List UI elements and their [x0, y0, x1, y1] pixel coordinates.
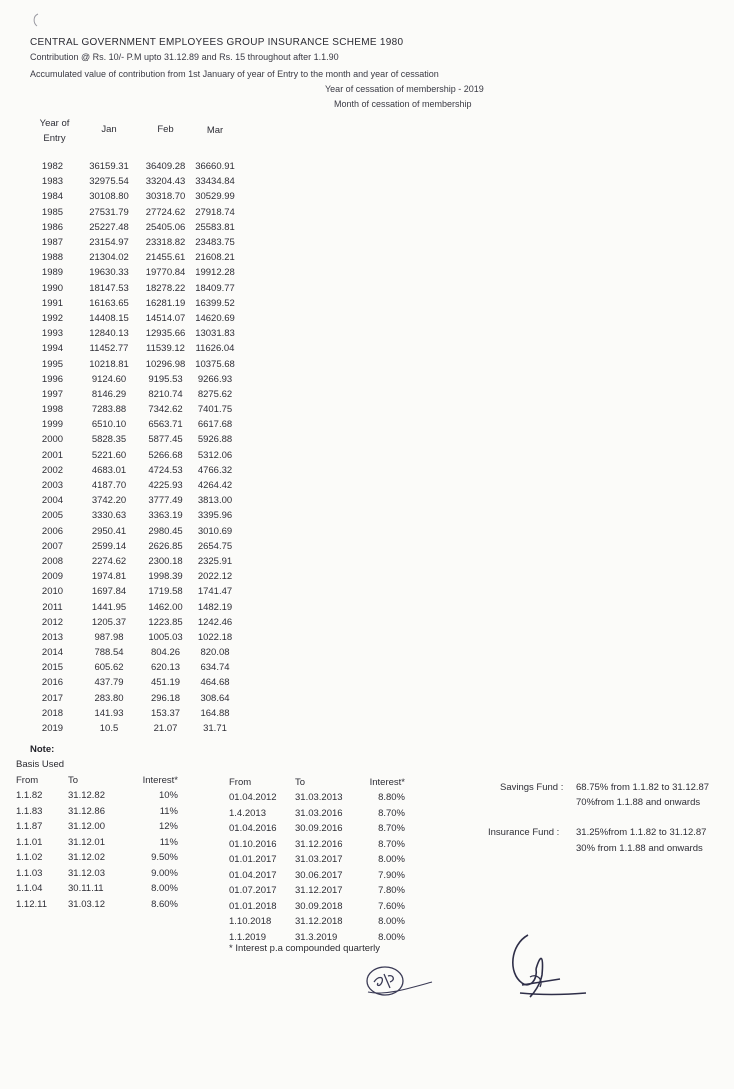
cell-jan: 437.79: [94, 677, 124, 689]
basis-to-cell: 31.03.2016: [295, 807, 343, 819]
cell-year: 1986: [41, 221, 64, 233]
table-row: [28, 281, 240, 296]
cell-year: 1997: [41, 388, 64, 400]
basis-to-cell: 31.12.2018: [295, 916, 343, 928]
cell-year: 2006: [41, 525, 64, 537]
cell-mar: 30529.99: [195, 191, 235, 203]
cell-jan: 4683.01: [91, 464, 127, 476]
cell-jan: 788.54: [94, 647, 124, 659]
basis-right-row: [229, 914, 405, 930]
cell-mar: 464.68: [200, 677, 230, 689]
basis-left-row: [16, 850, 178, 866]
basis-right-row: [229, 868, 405, 884]
cell-year: 2010: [41, 586, 64, 598]
cell-year: 1994: [41, 343, 64, 355]
basis-to-cell: 31.3.2019: [295, 931, 338, 943]
cell-jan: 12840.13: [89, 328, 129, 340]
table-row: [28, 493, 240, 508]
cell-year: 1991: [41, 297, 64, 309]
cell-feb: 4225.93: [148, 480, 183, 492]
cell-jan: 18147.53: [89, 282, 129, 294]
cell-jan: 987.98: [94, 631, 124, 643]
note-title: Note:: [30, 744, 55, 755]
basis-from-cell: 01.04.2016: [229, 823, 277, 835]
table-row: [28, 645, 240, 660]
cell-mar: 36660.91: [195, 161, 235, 173]
basis-interest-cell: 8.60%: [151, 898, 178, 910]
cell-feb: 16281.19: [145, 297, 186, 309]
cell-jan: 1697.84: [91, 586, 127, 598]
basis-to-cell: 30.11.11: [68, 883, 104, 895]
cell-mar: 7401.75: [197, 404, 233, 416]
cell-feb: 8210.74: [148, 388, 183, 400]
cell-jan: 9124.60: [91, 373, 127, 385]
table-row: [28, 402, 240, 417]
cell-mar: 18409.77: [195, 282, 235, 294]
basis-from-cell: 01.04.2017: [229, 869, 277, 881]
basis-to-cell: 31.12.82: [68, 790, 105, 802]
cell-mar: 11626.04: [195, 343, 235, 355]
cell-jan: 36159.31: [89, 161, 129, 173]
cell-mar: 4264.42: [197, 480, 233, 492]
basis-interest-cell: 8.70%: [378, 807, 405, 819]
cell-mar: 14620.69: [195, 312, 235, 324]
basis-to-cell: 31.12.02: [68, 852, 105, 864]
cell-feb: 1998.39: [148, 571, 183, 583]
cell-feb: 33204.43: [145, 176, 186, 188]
cell-year: 2007: [41, 540, 64, 552]
cell-feb: 4724.53: [148, 464, 183, 476]
initials-signature-icon: [360, 962, 440, 1002]
table-row: [28, 326, 240, 341]
cell-year: 2014: [41, 647, 64, 659]
basis-from-cell: 1.1.2019: [229, 931, 266, 943]
cell-feb: 1005.03: [148, 631, 183, 643]
basis-to-cell: 31.12.2016: [295, 838, 343, 850]
basis-from-cell: 1.12.11: [16, 898, 47, 910]
cell-year: 1982: [41, 161, 64, 173]
cell-feb: 1462.00: [148, 601, 183, 613]
cell-year: 2003: [41, 480, 64, 492]
table-row: [28, 235, 240, 250]
cell-feb: 18278.22: [145, 282, 186, 294]
table-row: [28, 539, 240, 554]
basis-left-row: [16, 897, 178, 913]
basis-from-cell: 1.4.2013: [229, 807, 266, 819]
basis-to-cell: 31.12.01: [68, 836, 105, 848]
col-header-year-of-entry: Year of Entry: [39, 118, 70, 144]
cell-jan: 30108.80: [89, 191, 129, 203]
basis-table-right: [229, 775, 405, 945]
cell-feb: 19770.84: [145, 267, 186, 279]
cell-feb: 9195.53: [148, 373, 183, 385]
cell-feb: 12935.66: [145, 328, 186, 340]
cell-jan: 16163.65: [89, 297, 129, 309]
table-row: [28, 220, 240, 235]
cell-mar: 21608.21: [195, 252, 235, 264]
savings-fund-label: Savings Fund :: [500, 782, 564, 793]
basis-from-cell: 1.1.83: [16, 805, 43, 817]
cell-jan: 3330.63: [91, 510, 127, 522]
basis-interest-cell: 7.90%: [378, 869, 405, 881]
table-row: [28, 265, 240, 280]
basis-from-cell: 1.1.03: [16, 867, 43, 879]
contribution-table: [28, 116, 240, 736]
cell-year: 1998: [41, 404, 64, 416]
insurance-fund-line1: 31.25%from 1.1.82 to 31.12.87: [576, 827, 707, 838]
cell-mar: 2022.12: [197, 571, 233, 583]
cell-mar: 1482.19: [197, 601, 233, 613]
basis-left-row: [16, 866, 178, 882]
contribution-note: Contribution @ Rs. 10/- P.M upto 31.12.89 and Rs. 15 throughout after 1.1.90: [30, 52, 339, 62]
table-row: [28, 432, 240, 447]
cell-feb: 2626.85: [148, 540, 183, 552]
cell-feb: 7342.62: [148, 404, 183, 416]
cell-year: 2008: [41, 555, 64, 567]
table-row: [28, 250, 240, 265]
basis-from-cell: 1.10.2018: [229, 916, 272, 928]
table-row: [28, 630, 240, 645]
cell-feb: 3777.49: [148, 495, 183, 507]
cell-mar: 9266.93: [197, 373, 233, 385]
cell-mar: 4766.32: [197, 464, 233, 476]
cell-feb: 36409.28: [145, 161, 186, 173]
cell-mar: 8275.62: [197, 388, 233, 400]
cell-jan: 2950.41: [91, 525, 127, 537]
cell-year: 2004: [41, 495, 64, 507]
cell-jan: 283.80: [94, 692, 124, 704]
cell-jan: 1205.37: [91, 616, 127, 628]
cell-jan: 32975.54: [89, 176, 129, 188]
cell-year: 1990: [41, 282, 64, 294]
cell-year: 1989: [41, 267, 64, 279]
cell-mar: 2654.75: [197, 540, 233, 552]
cell-year: 2000: [41, 434, 64, 446]
cell-jan: 8146.29: [91, 388, 127, 400]
cell-year: 2002: [41, 464, 64, 476]
document-title: CENTRAL GOVERNMENT EMPLOYEES GROUP INSURANCE SCHEME 1980: [30, 37, 404, 48]
basis-from-cell: 1.1.87: [16, 821, 43, 833]
cell-jan: 2274.62: [91, 555, 127, 567]
cell-year: 1996: [41, 373, 64, 385]
cell-mar: 10375.68: [195, 358, 235, 370]
cell-feb: 804.26: [150, 647, 181, 659]
cell-year: 2005: [41, 510, 64, 522]
cell-feb: 27724.62: [145, 206, 186, 218]
cell-feb: 25405.06: [145, 221, 186, 233]
cell-year: 2009: [41, 571, 64, 583]
cell-jan: 19630.33: [89, 267, 129, 279]
basis-to-cell: 30.09.2018: [295, 900, 343, 912]
basis-left-header-row: [16, 773, 178, 788]
insurance-fund-label: Insurance Fund :: [488, 827, 560, 838]
cell-year: 2013: [41, 631, 64, 643]
table-row: [28, 341, 240, 356]
cell-feb: 11539.12: [146, 343, 185, 355]
cell-year: 2012: [41, 616, 64, 628]
cell-mar: 1242.46: [197, 616, 233, 628]
cell-jan: 4187.70: [91, 480, 127, 492]
cell-jan: 141.93: [94, 707, 124, 719]
basis-to-cell: 30.06.2017: [295, 869, 343, 881]
cell-mar: 5926.88: [197, 434, 233, 446]
basis-from-cell: 1.1.82: [16, 790, 43, 802]
cell-feb: 6563.71: [148, 419, 183, 431]
cell-mar: 31.71: [203, 723, 227, 735]
basis-to-cell: 31.12.86: [68, 805, 105, 817]
cell-year: 1984: [41, 191, 64, 203]
cell-year: 1992: [41, 312, 64, 324]
basis-from-cell: 1.1.02: [16, 852, 43, 864]
cell-jan: 14408.15: [89, 312, 129, 324]
cell-year: 1988: [41, 252, 64, 264]
cell-feb: 2980.45: [148, 525, 183, 537]
table-row: [28, 675, 240, 690]
cell-year: 2018: [41, 707, 64, 719]
basis-from-cell: 01.04.2012: [229, 792, 277, 804]
basis-table-left: [16, 773, 178, 912]
table-row: [28, 296, 240, 311]
cessation-year-note: Year of cessation of membership - 2019: [325, 84, 484, 94]
cell-jan: 1441.95: [91, 601, 127, 613]
cell-year: 1995: [41, 358, 64, 370]
savings-fund-line1: 68.75% from 1.1.82 to 31.12.87: [576, 782, 710, 793]
cell-mar: 308.64: [200, 692, 230, 704]
basis-right-row: [229, 837, 405, 853]
table-row: [28, 387, 240, 402]
basis-interest-cell: 9.50%: [151, 852, 178, 864]
cell-jan: 6510.10: [91, 419, 127, 431]
cell-mar: 164.88: [200, 707, 230, 719]
cell-mar: 23483.75: [195, 237, 235, 249]
basis-left-interest-header: Interest*: [142, 775, 178, 786]
cell-mar: 27918.74: [195, 206, 235, 218]
table-row: [28, 174, 240, 189]
cell-year: 1987: [41, 237, 64, 249]
cell-year: 1999: [41, 419, 64, 431]
cell-mar: 3813.00: [197, 495, 233, 507]
basis-right-row: [229, 883, 405, 899]
table-row: [28, 691, 240, 706]
table-row: [28, 599, 240, 614]
basis-left-row: [16, 881, 178, 897]
cell-year: 2015: [41, 662, 64, 674]
cell-feb: 10296.98: [145, 358, 186, 370]
cell-mar: 820.08: [200, 647, 230, 659]
table-row: [28, 554, 240, 569]
basis-from-cell: 1.1.01: [16, 836, 43, 848]
cell-feb: 5266.68: [148, 449, 183, 461]
cell-feb: 153.37: [150, 707, 181, 719]
table-row: [28, 189, 240, 204]
cell-mar: 33434.84: [195, 176, 235, 188]
cell-feb: 296.18: [150, 692, 181, 704]
basis-used-label: Basis Used: [16, 759, 65, 770]
cell-mar: 3010.69: [197, 525, 233, 537]
basis-to-cell: 30.09.2016: [295, 823, 343, 835]
basis-right-row: [229, 852, 405, 868]
basis-interest-cell: 11%: [159, 805, 178, 817]
accumulated-note: Accumulated value of contribution from 1st January of year of Entry to the month and year of cessation: [30, 69, 439, 79]
basis-from-cell: 01.10.2016: [229, 838, 277, 850]
table-row: [28, 721, 240, 736]
table-row: [28, 448, 240, 463]
cell-mar: 2325.91: [197, 555, 233, 567]
cell-mar: 1022.18: [197, 631, 233, 643]
cell-mar: 13031.83: [195, 328, 235, 340]
basis-interest-cell: 9.00%: [151, 867, 178, 879]
basis-to-cell: 31.03.12: [68, 898, 105, 910]
cell-feb: 620.13: [150, 662, 181, 674]
table-header-row: [28, 116, 240, 159]
cell-year: 2001: [41, 449, 64, 461]
basis-interest-cell: 10%: [158, 790, 178, 802]
cell-feb: 23318.82: [145, 237, 186, 249]
cell-year: 1993: [41, 328, 64, 340]
cell-feb: 21.07: [153, 723, 178, 735]
col-header-feb: Feb: [157, 124, 174, 135]
col-header-jan: Jan: [101, 124, 117, 135]
col-header-mar: Mar: [206, 125, 224, 136]
cell-jan: 25227.48: [89, 221, 129, 233]
table-row: [28, 508, 240, 523]
cell-feb: 5877.45: [148, 434, 183, 446]
basis-left-row: [16, 835, 178, 851]
table-row: [28, 706, 240, 721]
interest-footnote: * Interest p.a compounded quarterly: [229, 943, 381, 954]
cell-year: 2016: [41, 677, 64, 689]
basis-left-row: [16, 819, 178, 835]
cell-mar: 3395.96: [197, 510, 233, 522]
cell-feb: 2300.18: [148, 555, 183, 567]
cell-jan: 21304.02: [89, 252, 129, 264]
cell-feb: 1719.58: [148, 586, 183, 598]
basis-interest-cell: 8.00%: [151, 883, 178, 895]
basis-right-row: [229, 821, 405, 837]
cell-feb: 3363.19: [148, 510, 183, 522]
basis-right-from-header: From: [229, 777, 252, 788]
basis-from-cell: 1.1.04: [16, 883, 43, 895]
table-row: [28, 372, 240, 387]
table-row: [28, 584, 240, 599]
cell-year: 2011: [42, 601, 63, 613]
cell-feb: 14514.07: [145, 312, 186, 324]
basis-to-cell: 31.03.2017: [295, 854, 343, 866]
basis-to-cell: 31.03.2013: [295, 792, 343, 804]
cell-jan: 605.62: [94, 662, 124, 674]
savings-fund-line2: 70%from 1.1.88 and onwards: [576, 797, 701, 808]
table-row: [28, 356, 240, 371]
table-row: [28, 478, 240, 493]
basis-right-to-header: To: [295, 777, 306, 788]
basis-interest-cell: 8.80%: [378, 792, 405, 804]
basis-from-cell: 01.01.2017: [229, 854, 277, 866]
cell-mar: 19912.28: [195, 267, 235, 279]
cell-jan: 3742.20: [91, 495, 127, 507]
cell-jan: 5828.35: [91, 434, 127, 446]
table-row: [28, 463, 240, 478]
cell-mar: 25583.81: [195, 221, 235, 233]
cell-mar: 634.74: [200, 662, 230, 674]
table-row: [28, 524, 240, 539]
table-row: [28, 417, 240, 432]
basis-interest-cell: 12%: [158, 821, 178, 833]
cell-mar: 16399.52: [195, 297, 235, 309]
table-row: [28, 615, 240, 630]
basis-interest-cell: 8.00%: [378, 854, 405, 866]
signature-icon: [500, 925, 595, 1005]
table-row: [28, 660, 240, 675]
basis-interest-cell: 8.00%: [378, 916, 405, 928]
cell-jan: 11452.77: [89, 343, 129, 355]
cell-feb: 30318.70: [145, 191, 186, 203]
basis-interest-cell: 8.70%: [378, 823, 405, 835]
cell-year: 1983: [41, 176, 64, 188]
basis-interest-cell: 7.80%: [378, 885, 405, 897]
basis-interest-cell: 8.70%: [378, 838, 405, 850]
table-row: [28, 311, 240, 326]
basis-interest-cell: 11%: [159, 836, 178, 848]
cell-jan: 23154.97: [89, 237, 129, 249]
cell-jan: 27531.79: [89, 206, 129, 218]
basis-right-row: [229, 806, 405, 822]
basis-right-row: [229, 899, 405, 915]
insurance-fund-line2: 30% from 1.1.88 and onwards: [576, 843, 703, 854]
cell-jan: 2599.14: [91, 540, 127, 552]
basis-to-cell: 31.12.2017: [295, 885, 343, 897]
basis-right-header-row: [229, 775, 405, 790]
punch-mark-icon: [30, 12, 40, 28]
basis-left-row: [16, 804, 178, 820]
table-row: [28, 569, 240, 584]
cell-feb: 1223.85: [148, 616, 183, 628]
cell-mar: 5312.06: [197, 449, 233, 461]
cell-mar: 1741.47: [197, 586, 233, 598]
cell-feb: 451.19: [150, 677, 181, 689]
basis-left-row: [16, 788, 178, 804]
cell-jan: 5221.60: [91, 449, 127, 461]
cell-jan: 1974.81: [91, 571, 127, 583]
basis-interest-cell: 7.60%: [378, 900, 405, 912]
basis-right-row: [229, 790, 405, 806]
cell-year: 2019: [41, 723, 64, 735]
basis-left-to-header: To: [68, 775, 79, 786]
basis-from-cell: 01.07.2017: [229, 885, 277, 897]
basis-right-interest-header: Interest*: [369, 777, 405, 788]
basis-to-cell: 31.12.00: [68, 821, 105, 833]
cell-mar: 6617.68: [197, 419, 233, 431]
table-row: [28, 205, 240, 220]
cell-jan: 7283.88: [91, 404, 127, 416]
basis-to-cell: 31.12.03: [68, 867, 105, 879]
cessation-month-note: Month of cessation of membership: [334, 99, 472, 109]
cell-year: 1985: [41, 206, 64, 218]
cell-jan: 10.5: [99, 723, 119, 735]
basis-interest-cell: 8.00%: [378, 931, 405, 943]
table-row: [28, 159, 240, 174]
cell-year: 2017: [41, 692, 64, 704]
basis-left-from-header: From: [16, 775, 39, 786]
basis-from-cell: 01.01.2018: [229, 900, 277, 912]
cell-jan: 10218.81: [89, 358, 129, 370]
cell-feb: 21455.61: [145, 252, 186, 264]
